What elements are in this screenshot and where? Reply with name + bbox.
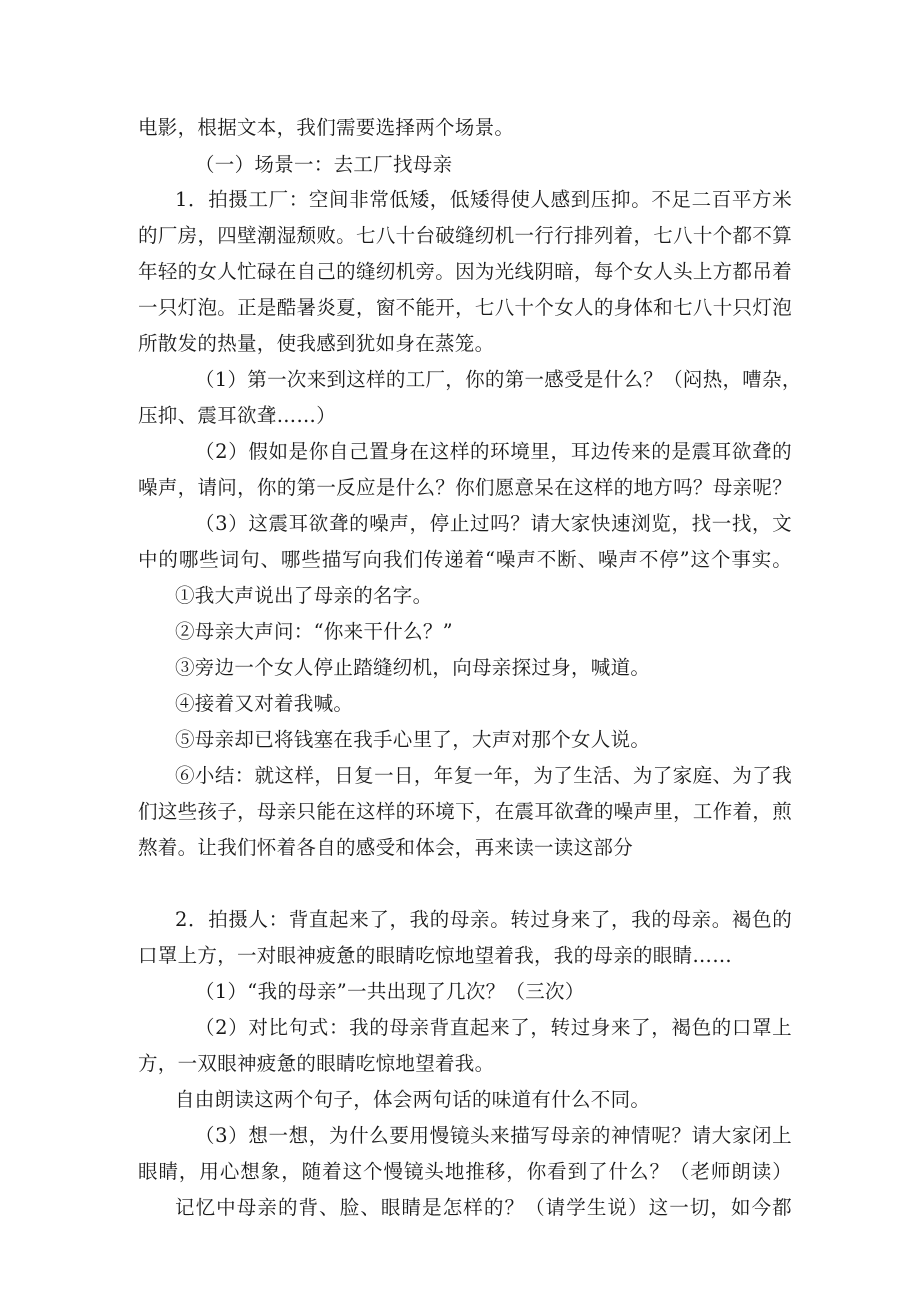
text-line: 噪声，请问，你的第一反应是什么？你们愿意呆在这样的地方吗？母亲呢？: [138, 476, 792, 499]
text-line: 自由朗读这两个句子，体会两句话的味道有什么不同。: [175, 1088, 651, 1111]
text-line: 熬着。让我们怀着各自的感受和体会，再来读一读这部分: [138, 836, 634, 859]
text-line: 记忆中母亲的背、脸、眼睛是怎样的？（请学生说）这一切，如今都: [175, 1196, 792, 1219]
list-item: ⑥小结：就这样，日复一日，年复一年，为了生活、为了家庭、为了我: [175, 764, 792, 787]
text-line: 电影，根据文本，我们需要选择两个场景。: [138, 116, 515, 139]
list-item: ③旁边一个女人停止踏缝纫机，向母亲探过身，喊道。: [175, 656, 651, 679]
list-item: ⑤母亲却已将钱塞在我手心里了，大声对那个女人说。: [175, 728, 651, 751]
text-line: 年轻的女人忙碌在自己的缝纫机旁。因为光线阴暗，每个女人头上方都吊着: [138, 260, 792, 283]
text-line: （3）这震耳欲聋的噪声，停止过吗？请大家快速浏览，找一找，文: [195, 512, 792, 535]
section-heading: （一）场景一：去工厂找母亲: [195, 153, 453, 176]
list-item: ④接着又对着我喊。: [175, 692, 354, 715]
list-item: ②母亲大声问：“你来干什么？”: [175, 620, 453, 643]
text-line: 口罩上方，一对眼神疲惫的眼睛吃惊地望着我，我的母亲的眼睛……: [138, 944, 733, 967]
text-line: 的厂房，四壁潮湿颓败。七八十台破缝纫机一行行排列着，七八十个都不算: [138, 224, 792, 247]
text-line: 们这些孩子，母亲只能在这样的环境下，在震耳欲聋的噪声里，工作着，煎: [138, 800, 792, 823]
text-line: 压抑、震耳欲聋……）: [138, 404, 336, 427]
text-line: 中的哪些词句、哪些描写向我们传递着“噪声不断、噪声不停”这个事实。: [138, 548, 792, 571]
text-line: （1）“我的母亲”一共出现了几次？（三次）: [195, 980, 585, 1003]
text-line: 2．拍摄人：背直起来了，我的母亲。转过身来了，我的母亲。褐色的: [175, 908, 792, 931]
text-line: （2）假如是你自己置身在这样的环境里，耳边传来的是震耳欲聋的: [195, 440, 792, 463]
text-line: （1）第一次来到这样的工厂，你的第一感受是什么？（闷热，嘈杂，: [195, 368, 802, 391]
text-line: 一只灯泡。正是酷暑炎夏，窗不能开，七八十个女人的身体和七八十只灯泡: [138, 296, 792, 319]
text-line: 方，一双眼神疲惫的眼睛吃惊地望着我。: [138, 1052, 495, 1075]
text-line: 所散发的热量，使我感到犹如身在蒸笼。: [138, 332, 495, 355]
text-line: （3）想一想，为什么要用慢镜头来描写母亲的神情呢？请大家闭上: [195, 1124, 792, 1147]
text-line: （2）对比句式：我的母亲背直起来了，转过身来了，褐色的口罩上: [195, 1016, 792, 1039]
list-item: ①我大声说出了母亲的名字。: [175, 584, 433, 607]
text-line: 眼睛，用心想象，随着这个慢镜头地推移，你看到了什么？（老师朗读）: [138, 1160, 792, 1183]
text-line: 1．拍摄工厂：空间非常低矮，低矮得使人感到压抑。不足二百平方米: [175, 188, 792, 211]
